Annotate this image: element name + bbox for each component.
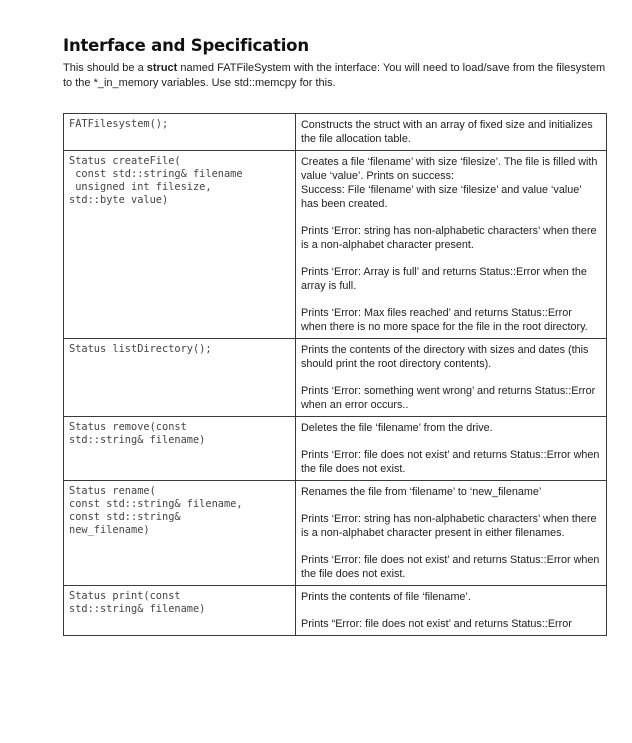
description-paragraph: Prints “Error: file does not exist’ and returns Status::Error — [301, 618, 572, 630]
table-row-print — [64, 586, 607, 636]
table-row-create-file — [64, 151, 607, 339]
description-paragraph: Deletes the file ‘filename’ from the drive. — [301, 422, 493, 434]
description-paragraph: Prints the contents of file ‘filename’. — [301, 591, 471, 603]
intro-text-end: named FATFileSystem with the interface: You will need to load/save from the filesystem to the *_in_memory variables. Use std::memcpy for this. — [63, 62, 606, 89]
description-paragraph: Prints the contents of the directory with sizes and dates (this should print the root directory contents). — [301, 344, 589, 370]
signature-remove: Status remove(const std::string& filename) — [64, 417, 296, 481]
signature-create-file: Status createFile( const std::string& filename unsigned int filesize, std::byte value) — [64, 151, 296, 339]
description-paragraph: Prints ‘Error: Max files reached’ and returns Status::Error when there is no more space for the file in the root directory. — [301, 307, 588, 333]
page-title: Interface and Specification — [63, 36, 309, 55]
description-paragraph: Prints ‘Error: Array is full’ and returns Status::Error when the array is full. — [301, 266, 587, 292]
table-row-rename — [64, 481, 607, 586]
intro-struct-keyword: struct — [146, 62, 178, 74]
description-print — [296, 586, 607, 636]
description-paragraph: Creates a file ‘filename’ with size ‘filesize’. The file is filled with value ‘value’. Prints on success: Success: File ‘filename’ with size ‘filesize’ and value ‘value’ has been created. — [301, 156, 598, 210]
signature-list-directory: Status listDirectory(); — [64, 339, 296, 417]
table-row-list-directory — [64, 339, 607, 417]
intro-text-start: This should be a — [63, 62, 147, 74]
intro-paragraph — [63, 61, 611, 91]
description-paragraph: Prints ‘Error: string has non-alphabetic characters’ when there is a non-alphabet character present in either filenames. — [301, 513, 597, 539]
description-paragraph: Prints ‘Error: something went wrong’ and returns Status::Error when an error occurs.. — [301, 385, 596, 411]
signature-constructor: FATFilesystem(); — [64, 114, 296, 151]
description-create-file — [296, 151, 607, 339]
signature-rename: Status rename( const std::string& filename, const std::string& new_filename) — [64, 481, 296, 586]
description-paragraph: Renames the file from ‘filename’ to ‘new_filename’ — [301, 486, 542, 498]
description-list-directory — [296, 339, 607, 417]
description-paragraph: Constructs the struct with an array of fixed size and initializes the file allocation table. — [301, 119, 593, 145]
table-row-remove — [64, 417, 607, 481]
signature-print: Status print(const std::string& filename) — [64, 586, 296, 636]
description-remove — [296, 417, 607, 481]
description-paragraph: Prints ‘Error: string has non-alphabetic characters’ when there is a non-alphabet character present. — [301, 225, 597, 251]
interface-table — [63, 113, 607, 636]
description-paragraph: Prints ‘Error: file does not exist’ and returns Status::Error when the file does not exist. — [301, 449, 600, 475]
document-page — [63, 36, 611, 630]
table-row-constructor — [64, 114, 607, 151]
description-rename — [296, 481, 607, 586]
description-constructor — [296, 114, 607, 151]
description-paragraph: Prints ‘Error: file does not exist’ and returns Status::Error when the file does not exist. — [301, 554, 600, 580]
